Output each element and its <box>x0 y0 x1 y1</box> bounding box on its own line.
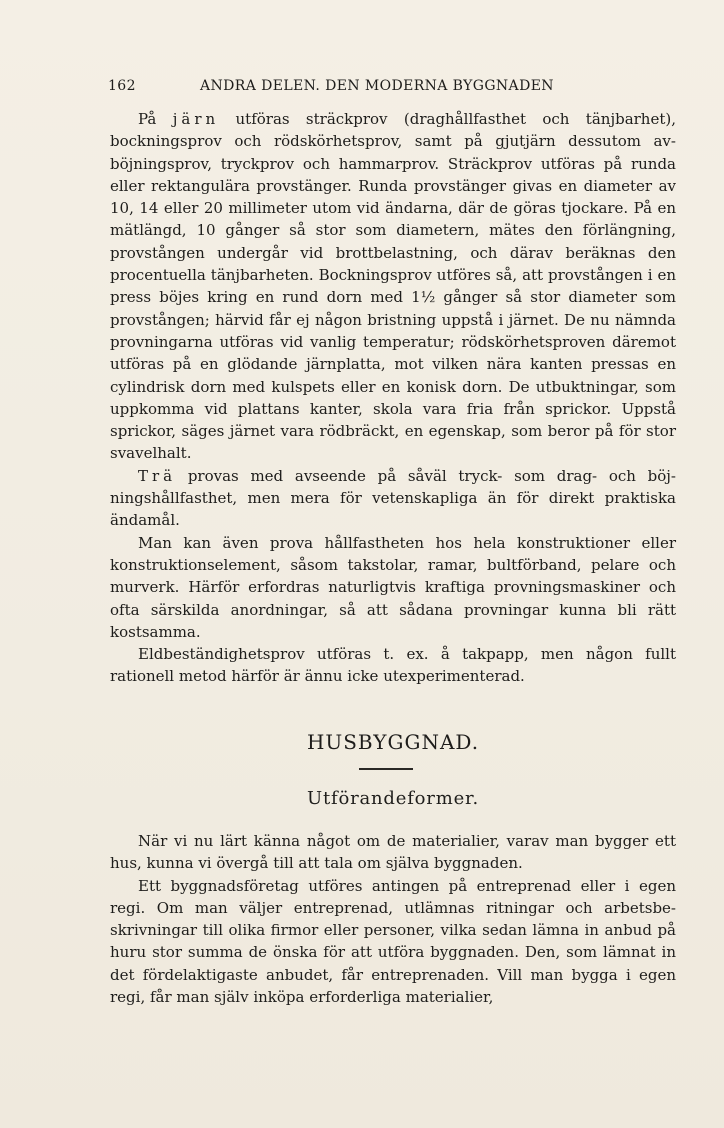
section-title: HUSBYGGNAD. <box>306 730 480 754</box>
emphasis-wood: Trä <box>138 466 177 485</box>
page-number: 162 <box>108 78 136 94</box>
paragraph-fire-testing: Eldbeständighetsprov utföras t. ex. å takpapp, men någon fullt rationell metod härför är ännu icke utexperimenterad. <box>110 645 676 686</box>
paragraph-body: provas med avseende på såväl tryck- som drag- och böjningshållfasthet, men mera för vetenskapliga än för direkt praktiska ändamål. <box>110 466 676 530</box>
running-title: ANDRA DELEN. DEN MODERNA BYGGNADEN <box>200 78 554 94</box>
paragraph-wood-testing <box>110 465 676 532</box>
paragraph-contracting: Ett byggnadsföretag utföres antingen på entreprenad eller i egen regi. Om man väljer entreprenad, utlämnas ritningar och arbetsbeskrivningar till olika firmor eller personer, vilka sedan lämna in anbud på huru stor summa de önska för att utföra byggnaden. Den, som lämnat in det fördelaktigaste anbudet, får entreprenaden. Vill man bygga i egen regi, får man själv inköpa erforderliga materialier, <box>110 876 676 1007</box>
body-text-section-1 <box>110 108 676 688</box>
running-head <box>108 78 608 94</box>
subsection-title: Utförandeformer. <box>307 788 479 809</box>
paragraph-intro: När vi nu lärt känna något om de materialier, varav man bygger ett hus, kunna vi övergå till att tala om själva byggnaden. <box>110 832 676 873</box>
paragraph-iron-testing <box>110 108 676 465</box>
body-text-section-2 <box>110 830 676 1008</box>
paragraph-construction-testing: Man kan även prova hållfastheten hos hela konstruktioner eller konstruktionselement, såsom takstolar, ramar, bultförband, pelare och murverk. Härför erfordras naturligtvis kraftiga provningsmaskiner och ofta särskilda anordningar, så att sådana provningar kunna bli rätt kostsamma. <box>110 533 676 641</box>
paragraph-body: utföras sträckprov (draghållfasthet och tänjbarhet), bockningsprov och rödskörhetsprov, samt på gjutjärn dessutom avböjningsprov, tryckprov och hammarprov. Sträckprov utföras på runda eller rektangulära provstänger. Runda provstänger givas en diameter av 10, 14 eller 20 millimeter utom vid ändarna, där de göras tjockare. På en mätlängd, 10 gånger så stor som diametern, mätes den förlängning, provstången undergår vid brottbelastning, och därav beräknas den procentuella tänjbarheten. Bockningsprov utföres så, att provstången i en press böjes kring en rund dorn med 1½ gånger så stor diameter som provstången; härvid får ej någon bristning uppstå i järnet. De nu nämnda provningarna utföras vid vanlig temperatur; rödskörhetsproven däremot utföras på en glödande järnplatta, mot vilken nära kanten pressas en cylindrisk dorn med kulspets eller en konisk dorn. De utbuktningar, som uppkomma vid plattans kanter, skola vara fria från sprickor. Uppstå sprickor, säges järnet vara rödbräckt, en egenskap, som beror på för stor svavelhalt. <box>110 110 676 463</box>
emphasis-iron: järn <box>172 110 220 128</box>
section-divider <box>359 768 413 770</box>
paragraph-lead: På <box>138 110 173 128</box>
